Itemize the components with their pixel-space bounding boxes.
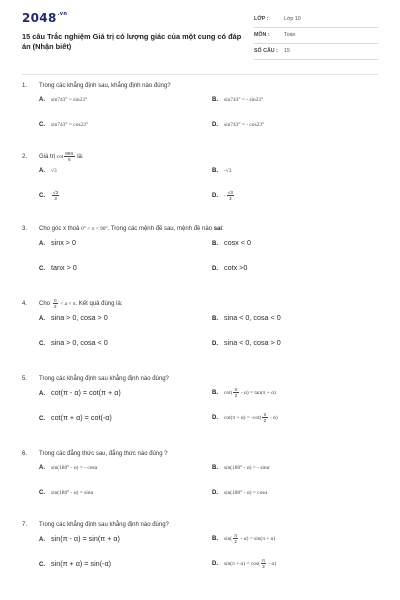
option-d[interactable]: D. sina < 0, cosa > 0 bbox=[212, 338, 281, 347]
option-a[interactable]: A. sin743° = sin23° bbox=[39, 97, 88, 103]
option-d[interactable]: D. - $\frac{√3}{3}$ bbox=[212, 189, 233, 201]
question-7 bbox=[22, 518, 378, 582]
meta-class: LỚP : Lớp 10 bbox=[254, 13, 378, 28]
option-c[interactable]: C. sin743° = cos23° bbox=[39, 122, 89, 128]
option-d[interactable]: D. cot(π + α) = -cot( $\frac{\pi}{2}$ - α) bbox=[212, 411, 278, 423]
option-c[interactable]: C. sin(π + α) = sin(-α) bbox=[39, 559, 111, 568]
meta-question-count: SỐ CÂU : 15 bbox=[254, 45, 378, 60]
option-b[interactable]: B. cot( $\frac{\pi}{2}$ - α) = tan(π + α) bbox=[212, 386, 276, 398]
meta-subject: MÔN : Toán bbox=[254, 29, 378, 44]
option-c[interactable]: C. sin(180° - α) = sinα bbox=[39, 490, 94, 496]
option-c[interactable]: C. sina > 0, cosa < 0 bbox=[39, 338, 108, 347]
question-3 bbox=[22, 222, 378, 286]
option-a[interactable]: A. sin(π - α) = sin(π + α) bbox=[39, 534, 120, 543]
question-2 bbox=[22, 150, 378, 214]
question-text: 3. Cho góc x thoả 0° < x < 90°. Trong các mệnh đề sau, mệnh đề nào sai: bbox=[22, 226, 224, 232]
option-b[interactable]: B. cosx < 0 bbox=[212, 238, 251, 247]
option-b[interactable]: B. -√3 bbox=[212, 168, 232, 174]
site-logo[interactable]: $2048^{.vn}$ bbox=[22, 11, 68, 25]
question-text: 5. Trong các khẳng định sau khẳng định nào đúng? bbox=[22, 376, 169, 382]
document-title: 15 câu Trắc nghiệm Giá trị có lượng giác của một cung có đáp án (Nhận biết) bbox=[22, 32, 242, 51]
option-c[interactable]: C. tanx > 0 bbox=[39, 263, 77, 272]
header-divider bbox=[22, 74, 378, 75]
question-5 bbox=[22, 372, 378, 436]
question-text: 1. Trong các khẳng định sau, khẳng định nào đúng? bbox=[22, 83, 171, 89]
option-d[interactable]: D. sin(180° - α) = cosα bbox=[212, 490, 268, 496]
option-b[interactable]: B. sin743° = - sin23° bbox=[212, 97, 264, 103]
option-d[interactable]: D. cotx >0 bbox=[212, 263, 248, 272]
option-d[interactable]: D. sin743° = - cos23° bbox=[212, 122, 265, 128]
option-c[interactable]: C. $\frac{√3}{3}$ bbox=[39, 189, 59, 201]
option-b[interactable]: B. sin(180° - α) = - sinα bbox=[212, 465, 270, 471]
option-a[interactable]: A. sinx > 0 bbox=[39, 238, 76, 247]
question-4 bbox=[22, 297, 378, 361]
question-text: 7. Trong các khẳng định sau khẳng định nào đúng? bbox=[22, 522, 169, 528]
question-text: 6. Trong các đẳng thức sau, đẳng thức nào đúng ? bbox=[22, 451, 168, 457]
document-header bbox=[0, 0, 400, 68]
question-1 bbox=[22, 79, 378, 143]
option-a[interactable]: A. √3 bbox=[39, 168, 57, 174]
option-a[interactable]: A. sina > 0, cosa > 0 bbox=[39, 313, 108, 322]
question-text: 2. Giá trị cot $\frac{89\pi}{6}$ là: bbox=[22, 150, 84, 162]
option-b[interactable]: B. sin( $\frac{\pi}{2}$ - α) = sin(π + α) bbox=[212, 532, 276, 544]
question-6 bbox=[22, 447, 378, 511]
option-b[interactable]: B. sina < 0, cosa < 0 bbox=[212, 313, 281, 322]
question-text: 4. Cho $\frac{\pi}{2}$ < a < π. Kết quả đúng là: bbox=[22, 297, 123, 309]
option-c[interactable]: C. cot(π + α) = cot(-α) bbox=[39, 413, 112, 422]
option-a[interactable]: A. sin(180° - α) = - cosα bbox=[39, 465, 98, 471]
option-d[interactable]: D. sin(π + α) = cos( $\frac{\pi}{2}$ - α) bbox=[212, 557, 277, 569]
option-a[interactable]: A. cot(π - α) = cot(π + α) bbox=[39, 388, 121, 397]
